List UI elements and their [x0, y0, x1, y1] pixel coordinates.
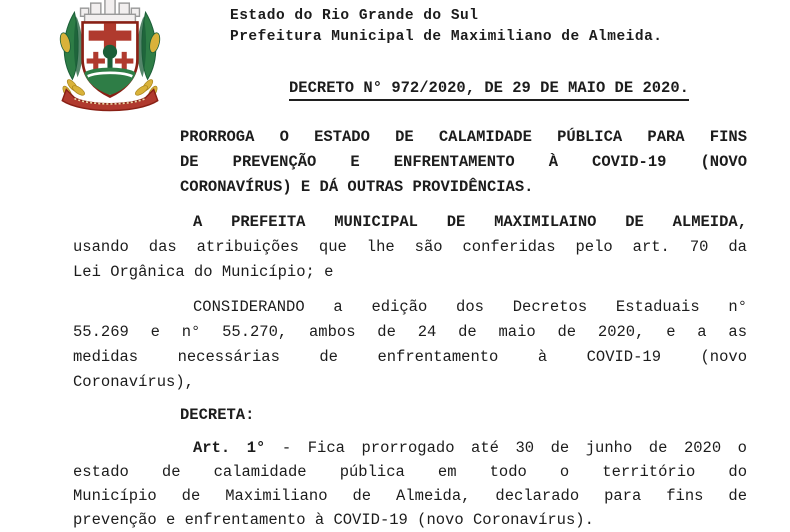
article-1-paragraph	[73, 436, 747, 532]
article-1-paragraph-line: Município de Maximiliano de Almeida, declarado para fins de	[73, 487, 747, 505]
text-column	[73, 48, 747, 532]
considerando-paragraph	[73, 295, 747, 395]
opening-paragraph-line: Lei Orgânica do Município; e	[73, 263, 334, 281]
letterhead-municipality-line: Prefeitura Municipal de Maximiliano de Almeida.	[230, 29, 663, 45]
considerando-paragraph-line: medidas necessárias de enfrentamento à COVID-19 (novo	[73, 348, 747, 366]
decree-body	[73, 125, 747, 532]
opening-paragraph-line: usando das atribuições que lhe são conferidas pelo art. 70 da	[73, 238, 747, 256]
opening-paragraph-line: A PREFEITA MUNICIPAL DE MAXIMILAINO DE ALMEIDA,	[193, 213, 747, 231]
opening-paragraph	[73, 210, 747, 285]
decreta-heading-line: DECRETA:	[180, 406, 255, 424]
ementa-block-line: CORONAVÍRUS) E DÁ OUTRAS PROVIDÊNCIAS.	[180, 178, 534, 196]
ementa-block	[180, 125, 747, 200]
decree-title-text: DECRETO N° 972/2020, DE 29 DE MAIO DE 2020.	[289, 79, 689, 101]
article-1-paragraph-line: Art. 1° - Fica prorrogado até 30 de junho de 2020 o	[193, 439, 747, 457]
decreta-heading	[73, 403, 747, 428]
letterhead	[230, 6, 662, 48]
decree-title	[73, 78, 747, 98]
article-1-paragraph-line: prevenção e enfrentamento à COVID-19 (novo Coronavírus).	[73, 511, 594, 529]
ementa-block-line: PRORROGA O ESTADO DE CALAMIDADE PÚBLICA PARA FINS	[180, 128, 747, 146]
letterhead-state-line: Estado do Rio Grande do Sul	[230, 8, 479, 24]
article-1-paragraph-line: estado de calamidade pública em todo o território do	[73, 463, 747, 481]
ementa-block-line: DE PREVENÇÃO E ENFRENTAMENTO À COVID-19 (NOVO	[180, 153, 747, 171]
considerando-paragraph-line: 55.269 e n° 55.270, ambos de 24 de maio de 2020, e a as	[73, 323, 747, 341]
mural-crown	[81, 0, 140, 22]
considerando-paragraph-line: CONSIDERANDO a edição dos Decretos Estaduais n°	[193, 298, 747, 316]
considerando-paragraph-line: Coronavírus),	[73, 373, 194, 391]
